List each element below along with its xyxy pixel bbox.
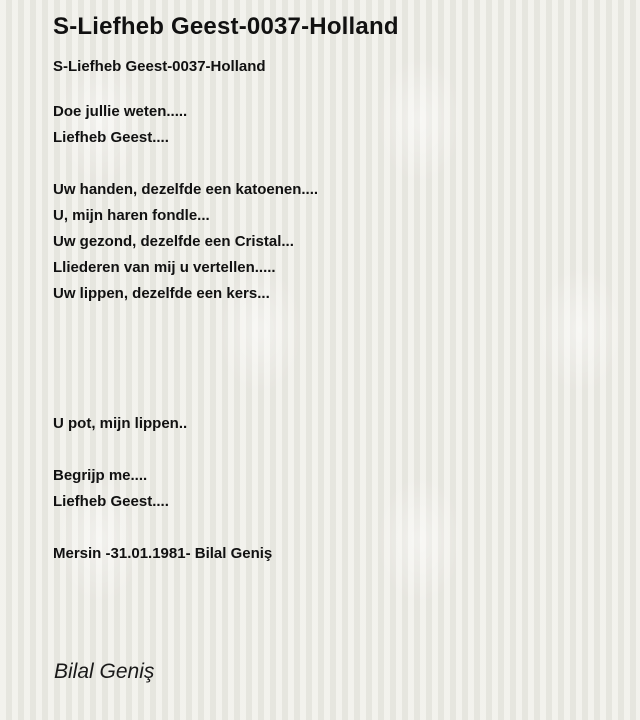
poem-line: Liefheb Geest.... (53, 493, 169, 510)
poem-line (53, 307, 613, 333)
poem-line (53, 333, 613, 359)
poem-line: U, mijn haren fondle... (53, 207, 210, 224)
poem-line: Doe jullie weten..... (53, 103, 188, 120)
poem-line (53, 437, 613, 463)
poem-line: Uw lippen, dezelfde een kers... (53, 285, 270, 302)
poem-line: Liefheb Geest.... (53, 129, 169, 146)
poem-page (53, 12, 613, 567)
poem-line: Uw gezond, dezelfde een Cristal... (53, 233, 294, 250)
page-title: S-Liefheb Geest-0037-Holland (53, 13, 399, 40)
poem-signature-line: Mersin -31.01.1981- Bilal Geniş (53, 545, 273, 562)
poem-line: Uw handen, dezelfde een katoenen.... (53, 181, 319, 198)
poem-subtitle: S-Liefheb Geest-0037-Holland (53, 58, 266, 75)
poem-line: Lliederen van mij u vertellen..... (53, 259, 276, 276)
poem-line (53, 359, 613, 385)
poem-line (53, 515, 613, 541)
poem-line: Begrijp me.... (53, 467, 148, 484)
poem-line (53, 385, 613, 411)
poem-line: U pot, mijn lippen.. (53, 415, 188, 432)
author-name: Bilal Geniş (54, 660, 155, 683)
poem-body (53, 99, 613, 567)
poem-line (53, 151, 613, 177)
